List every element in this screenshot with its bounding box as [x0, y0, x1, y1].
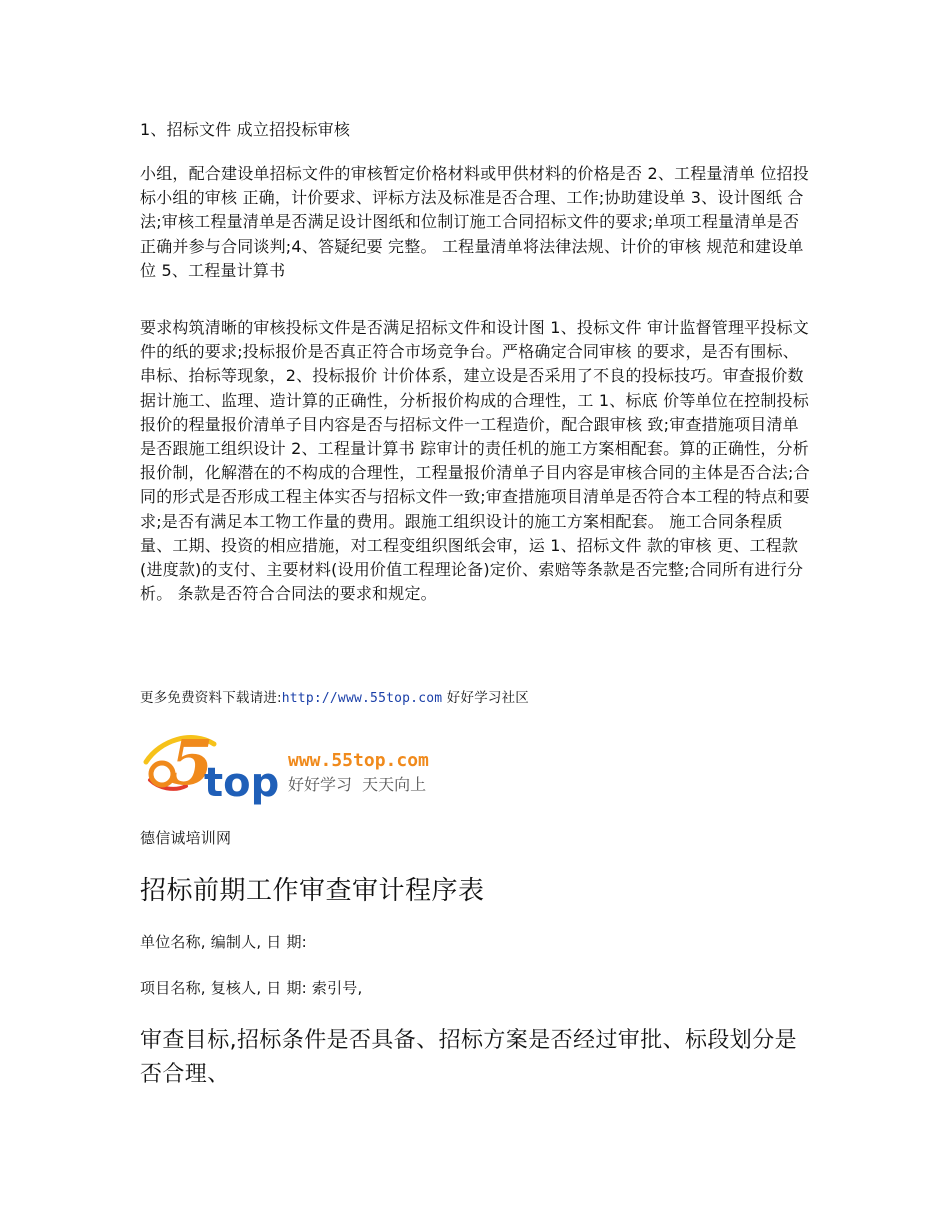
download-link[interactable]: http://www.55top.com: [281, 691, 443, 706]
download-suffix: 好好学习社区: [442, 690, 529, 706]
body-paragraph-1: 小组，配合建设单招标文件的审核暂定价格材料或甲供材料的价格是否 2、工程量清单 位招投标小组的审核 正确，计价要求、评标方法及标准是否合理、工作;协助建设单 3、设计图纸 合法;审核工程量清单是否满足设计图纸和位制订施工合同招标文件的要求;单项工程量清单是否正确并参与合同谈判;4、答疑纪要 完整。 工程量清单将法律法规、计价的审核 规范和建设单位 5、工程量计算书: [140, 164, 809, 280]
body-paragraph-2: 要求构筑清晰的审核投标文件是否满足招标文件和设计图 1、投标文件 审计监督管理平投标文件的纸的要求;投标报价是否真正符合市场竞争台。严格确定合同审核 的要求，是否有围标、串标、抬标等现象，2、投标报价 计价体系，建立设是否采用了不良的投标技巧。审查报价数据计施工、监理、造计算的正确性，分析报价构成的合理性，工 1、标底 价等单位在控制投标报价的程量报价清单子目内容是否与招标文件一工程造价，配合跟审核 致;审查措施项目清单是否跟施工组织设计 2、工程量计算书 踪审计的责任机的施工方案相配套。算的正确性，分析报价制，化解潜在的不构成的合理性，工程量报价清单子目内容是审核合同的主体是否合法;合同的形式是否形成工程主体实否与招标文件一致;审查措施项目清单是否符合本工程的特点和要求;是否有满足本工物工作量的费用。跟施工组织设计的施工方案相配套。 施工合同条程质量、工期、投资的相应措施，对工程变组织图纸会审，运 1、招标文件 款的审核 更、工程款(进度款)的支付、主要材料(设用价值工程理论备)定价、索赔等条款是否完整;合同所有进行分析。 条款是否符合合同法的要求和规定。: [140, 318, 810, 604]
logo-slogan: 好好学习 天天向上: [288, 775, 427, 794]
logo-url: www.55top.com: [288, 750, 429, 771]
project-info-line: 项目名称, 复核人, 日 期: 索引号,: [140, 979, 363, 997]
logo-word: top: [204, 760, 280, 806]
unit-info-line: 单位名称, 编制人, 日 期:: [140, 933, 307, 951]
55top-logo: [140, 722, 450, 806]
document-title: 招标前期工作审查审计程序表: [140, 876, 485, 906]
section-heading: 1、招标文件 成立招投标审核: [140, 120, 351, 139]
download-prefix: 更多免费资料下载请进:: [140, 690, 282, 706]
site-name: 德信诚培训网: [140, 829, 232, 847]
download-line: [140, 688, 812, 709]
audit-objective: 审查目标,招标条件是否具备、招标方案是否经过审批、标段划分是否合理、: [140, 1028, 797, 1087]
logo-number: 5: [170, 726, 214, 799]
